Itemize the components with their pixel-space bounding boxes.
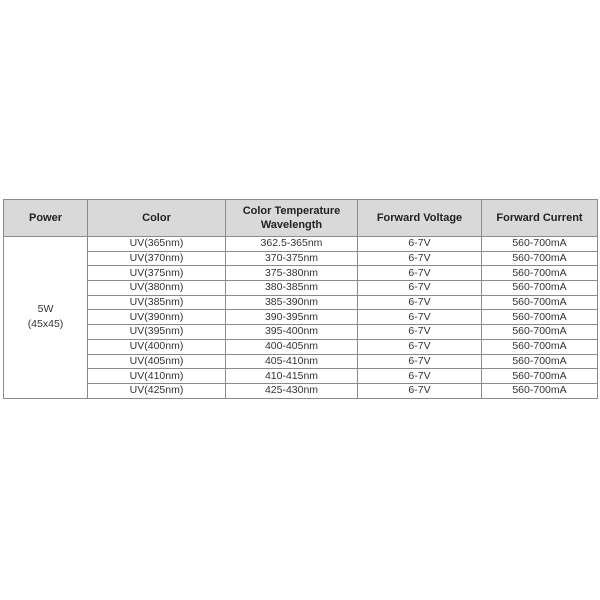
voltage-cell: 6-7V — [358, 354, 482, 369]
wavelength-cell: 405-410nm — [226, 354, 358, 369]
table-row — [4, 383, 598, 398]
voltage-cell: 6-7V — [358, 237, 482, 252]
power-size: (45x45) — [27, 318, 64, 331]
table-row — [4, 339, 598, 354]
voltage-cell: 6-7V — [358, 281, 482, 296]
voltage-cell: 6-7V — [358, 251, 482, 266]
voltage-cell: 6-7V — [358, 383, 482, 398]
table-row — [4, 295, 598, 310]
wavelength-cell: 425-430nm — [226, 383, 358, 398]
header-color-temperature-line1: Color Temperature — [242, 205, 341, 217]
wavelength-cell: 380-385nm — [226, 281, 358, 296]
voltage-cell: 6-7V — [358, 266, 482, 281]
voltage-cell: 6-7V — [358, 339, 482, 354]
table-row — [4, 237, 598, 252]
color-cell: UV(405nm) — [88, 354, 226, 369]
current-cell: 560-700mA — [482, 339, 598, 354]
header-color-temperature-line2: Wavelength — [260, 219, 323, 231]
wavelength-cell: 370-375nm — [226, 251, 358, 266]
current-cell: 560-700mA — [482, 251, 598, 266]
color-cell: UV(370nm) — [88, 251, 226, 266]
table-row — [4, 369, 598, 384]
current-cell: 560-700mA — [482, 310, 598, 325]
table-row — [4, 354, 598, 369]
table-row — [4, 266, 598, 281]
wavelength-cell: 385-390nm — [226, 295, 358, 310]
header-color: Color — [88, 200, 226, 237]
current-cell: 560-700mA — [482, 281, 598, 296]
table-row — [4, 310, 598, 325]
color-cell: UV(365nm) — [88, 237, 226, 252]
color-cell: UV(410nm) — [88, 369, 226, 384]
current-cell: 560-700mA — [482, 369, 598, 384]
header-power: Power — [4, 200, 88, 237]
color-cell: UV(425nm) — [88, 383, 226, 398]
header-forward-voltage: Forward Voltage — [358, 200, 482, 237]
color-cell: UV(400nm) — [88, 339, 226, 354]
current-cell: 560-700mA — [482, 383, 598, 398]
current-cell: 560-700mA — [482, 266, 598, 281]
wavelength-cell: 400-405nm — [226, 339, 358, 354]
wavelength-cell: 410-415nm — [226, 369, 358, 384]
table-row — [4, 251, 598, 266]
current-cell: 560-700mA — [482, 295, 598, 310]
color-cell: UV(390nm) — [88, 310, 226, 325]
table-row — [4, 325, 598, 340]
voltage-cell: 6-7V — [358, 325, 482, 340]
led-spec-table — [3, 199, 598, 399]
wavelength-cell: 395-400nm — [226, 325, 358, 340]
wavelength-cell: 375-380nm — [226, 266, 358, 281]
voltage-cell: 6-7V — [358, 310, 482, 325]
color-cell: UV(385nm) — [88, 295, 226, 310]
table-header-row — [4, 200, 598, 237]
color-cell: UV(380nm) — [88, 281, 226, 296]
wavelength-cell: 390-395nm — [226, 310, 358, 325]
current-cell: 560-700mA — [482, 325, 598, 340]
color-cell: UV(395nm) — [88, 325, 226, 340]
header-color-temperature — [226, 200, 358, 237]
voltage-cell: 6-7V — [358, 295, 482, 310]
current-cell: 560-700mA — [482, 237, 598, 252]
power-cell — [4, 237, 88, 399]
power-value: 5W — [37, 303, 54, 316]
wavelength-cell: 362.5-365nm — [226, 237, 358, 252]
current-cell: 560-700mA — [482, 354, 598, 369]
color-cell: UV(375nm) — [88, 266, 226, 281]
header-forward-current: Forward Current — [482, 200, 598, 237]
table-row — [4, 281, 598, 296]
voltage-cell: 6-7V — [358, 369, 482, 384]
